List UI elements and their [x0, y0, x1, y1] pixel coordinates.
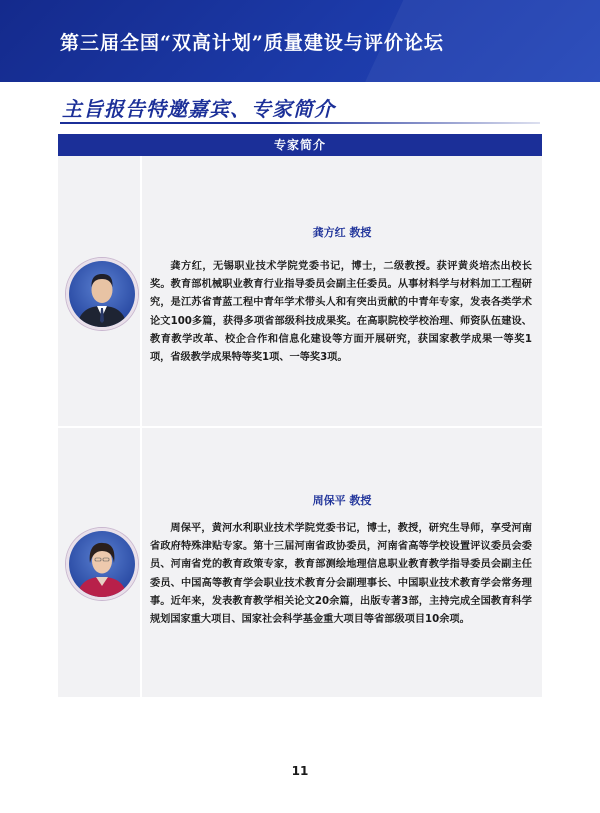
forum-title: 第三届全国“双高计划”质量建设与评价论坛: [60, 32, 444, 54]
header-band: [0, 0, 600, 82]
expert-name: 龚方红 教授: [312, 226, 372, 239]
expert-photo: [66, 258, 138, 330]
section-title: 主旨报告特邀嘉宾、专家简介: [62, 97, 335, 121]
expert-name: 周保平 教授: [312, 494, 372, 507]
portrait-male-icon: [69, 261, 135, 327]
expert-bio: 龚方红，无锡职业技术学院党委书记，博士，二级教授。获评黄炎培杰出校长奖。教育部机械职业教育行业指导委员会副主任委员。从事材料学与材料加工工程研究，是江苏省青蓝工程中青年学术带头人和有突出贡献的中青年专家，发表各类学术论文100多篇，获得多项省部级科技成果奖。在高职院校学校治理、师资队伍建设、教育教学改革、校企合作和信息化建设等方面开展研究，获国家教学成果一等奖1项，省级教学成果特等奖1项、一等奖3项。: [150, 261, 532, 364]
expert-row: [58, 156, 542, 426]
section-underline: [60, 122, 540, 124]
expert-table: [58, 134, 542, 697]
page-number: 11: [291, 764, 309, 778]
expert-photo: [66, 528, 138, 600]
portrait-female-icon: [69, 531, 135, 597]
expert-row: [58, 428, 542, 697]
table-heading: 专家简介: [58, 134, 542, 156]
expert-bio: 周保平，黄河水利职业技术学院党委书记，博士，教授，研究生导师，享受河南省政府特殊津贴专家。第十三届河南省政协委员，河南省高等学校设置评议委员会委员、河南省党的教育政策专家，教育部测绘地理信息职业教育教学指导委员会副主任委员、中国高等教育学会职业技术教育分会副理事长、中国职业技术教育学会常务理事。近年来，发表教育教学相关论文20余篇，出版专著3部，主持完成全国教育科学规划国家重大项目、国家社会科学基金重大项目等省部级项目10余项。: [150, 523, 532, 626]
